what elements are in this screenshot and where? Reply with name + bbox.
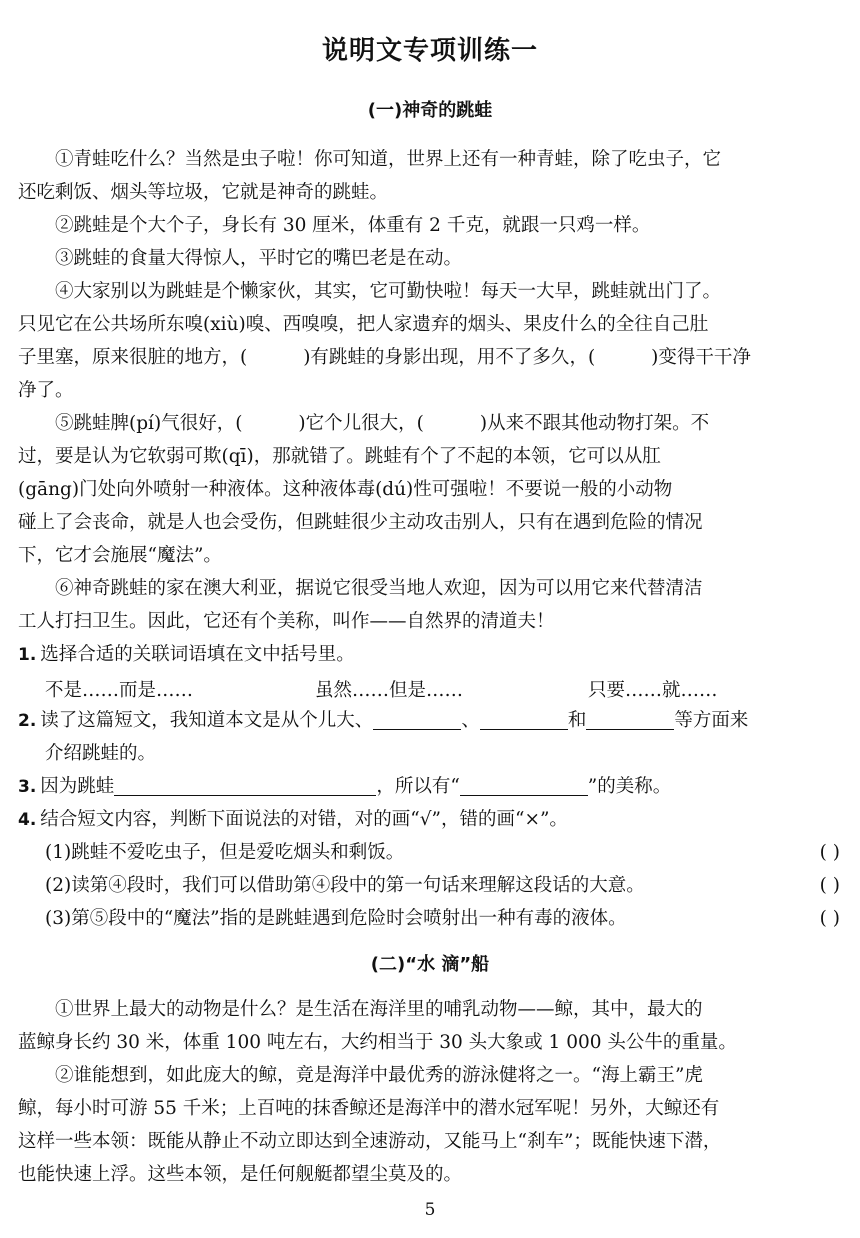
paragraph-s2-1: ①世界上最大的动物是什么？是生活在海洋里的哺乳动物——鲸，其中，最大的 — [55, 999, 703, 1020]
paragraph-line-with-blanks — [18, 341, 838, 374]
paragraph-line: 鲸，每小时可游 55 千米；上百吨的抹香鲸还是海洋中的潜水冠军呢！另外，大鲸还有 — [18, 1098, 720, 1119]
text-segment: 、 — [461, 710, 480, 731]
section-heading-1: (一)神奇的跳蛙 — [367, 100, 493, 121]
text-segment: )它个儿很大，( — [298, 413, 424, 434]
question-text: 因为跳蛙 — [40, 776, 115, 797]
answer-blank[interactable] — [460, 775, 588, 796]
paragraph-line: 也能快速上浮。这些本领，是任何舰艇都望尘莫及的。 — [18, 1164, 463, 1185]
text-segment: 等方面来 — [674, 710, 749, 731]
text-segment: )从来不跟其他动物打架。不 — [479, 413, 710, 434]
paragraph-line: 这样一些本领：既能从静止不动立即达到全速游动，又能马上“刹车”；既能快速下潜， — [18, 1131, 722, 1152]
judge-statement: (3)第⑤段中的“魔法”指的是跳蛙遇到危险时会喷射出一种有毒的液体。 — [45, 908, 627, 929]
question-4 — [18, 803, 848, 837]
paragraph-line: 净了。 — [18, 380, 74, 401]
page-title: 说明文专项训练一 — [321, 36, 538, 66]
judge-answer-box[interactable]: ( ) — [819, 908, 840, 929]
paragraph-line: 工人打扫卫生。因此，它还有个美称，叫作——自然界的清道夫！ — [18, 611, 555, 632]
paragraph-line: ①青蛙吃什么？当然是虫子啦！你可知道，世界上还有一种青蛙，除了吃虫子，它 — [55, 149, 722, 170]
question-text: 读了这篇短文，我知道本文是从个儿大、 — [40, 710, 374, 731]
judge-item-2 — [45, 869, 840, 902]
judge-answer-box[interactable]: ( ) — [819, 842, 840, 863]
option-1: 不是……而是…… — [45, 680, 194, 701]
text-segment: ，所以有“ — [376, 776, 460, 797]
paragraph-line: 碰上了会丧命，就是人也会受伤，但跳蛙很少主动攻击别人，只有在遇到危险的情况 — [18, 512, 703, 533]
paragraph-line: 只见它在公共场所东嗅(xiù)嗅、西嗅嗅，把人家遗弃的烟头、果皮什么的全往自己肚 — [18, 314, 709, 335]
question-3 — [18, 770, 848, 804]
text-segment: ”的美称。 — [587, 776, 672, 797]
question-1 — [18, 638, 848, 672]
paragraph-line: 蓝鲸身长约 30 米，体重 100 吨左右，大约相当于 30 头大象或 1 000 头公牛的重量。 — [18, 1032, 737, 1053]
answer-blank[interactable] — [586, 709, 674, 730]
paragraph-line: 还吃剩饭、烟头等垃圾，它就是神奇的跳蛙。 — [18, 182, 389, 203]
judge-item-1 — [45, 836, 840, 869]
question-text: 选择合适的关联词语填在文中括号里。 — [40, 644, 355, 665]
judge-item-3 — [45, 902, 840, 935]
paragraph-4: ④大家别以为跳蛙是个懒家伙，其实，它可勤快啦！每天一大早，跳蛙就出门了。 — [55, 281, 722, 302]
paragraph-3: ③跳蛙的食量大得惊人，平时它的嘴巴老是在动。 — [55, 248, 463, 269]
question-number: 1. — [18, 645, 37, 665]
text-segment: )有跳蛙的身影出现，用不了多久，( — [303, 347, 596, 368]
judge-answer-box[interactable]: ( ) — [819, 875, 840, 896]
paragraph-line: 过，要是认为它软弱可欺(qī)，那就错了。跳蛙有个了不起的本领，它可以从肛 — [18, 446, 661, 467]
answer-blank[interactable] — [373, 709, 461, 730]
paragraph-line: 下，它才会施展“魔法”。 — [18, 545, 222, 566]
paragraph-1 — [18, 143, 838, 176]
page-number: 5 — [424, 1200, 436, 1220]
question-number: 4. — [18, 810, 37, 830]
judge-statement: (1)跳蛙不爱吃虫子，但是爱吃烟头和剩饭。 — [45, 842, 405, 863]
paragraph-line: (gāng)门处向外喷射一种液体。这种液体毒(dú)性可强啦！不要说一般的小动物 — [18, 479, 673, 500]
text-segment: )变得干干净 — [651, 347, 751, 368]
question-2-cont: 介绍跳蛙的。 — [45, 743, 157, 764]
question-text: 结合短文内容，判断下面说法的对错，对的画“√”，错的画“×”。 — [40, 809, 568, 830]
text-segment: 和 — [567, 710, 587, 731]
judge-statement: (2)读第④段时，我们可以借助第④段中的第一句话来理解这段话的大意。 — [45, 875, 645, 896]
answer-blank[interactable] — [480, 709, 568, 730]
question-number: 2. — [18, 711, 37, 731]
option-3: 只要……就…… — [588, 680, 718, 701]
paragraph-s2-2: ②谁能想到，如此庞大的鲸，竟是海洋中最优秀的游泳健将之一。“海上霸王”虎 — [55, 1065, 703, 1086]
paragraph-6: ⑥神奇跳蛙的家在澳大利亚，据说它很受当地人欢迎，因为可以用它来代替清洁 — [55, 578, 703, 599]
paragraph-5 — [18, 407, 838, 440]
question-number: 3. — [18, 777, 37, 797]
section-heading-2: (二)“水 滴”船 — [370, 954, 490, 975]
question-2 — [18, 704, 848, 738]
text-segment: 子里塞，原来很脏的地方，( — [18, 347, 248, 368]
text-segment: ⑤跳蛙脾(pí)气很好，( — [55, 413, 243, 434]
paragraph-2: ②跳蛙是个大个子，身长有 30 厘米，体重有 2 千克，就跟一只鸡一样。 — [55, 215, 651, 236]
option-2: 虽然……但是…… — [315, 680, 464, 701]
answer-blank[interactable] — [114, 775, 376, 796]
